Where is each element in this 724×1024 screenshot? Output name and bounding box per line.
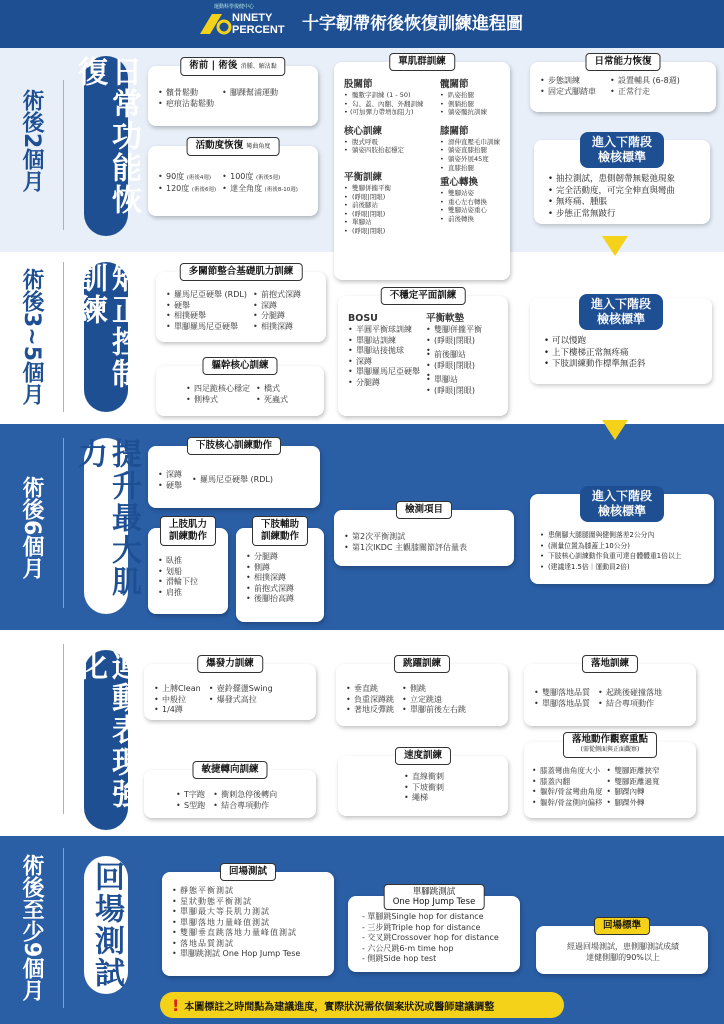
list-item: • 單腳跳測試 One Hop Jump Tese <box>172 949 326 960</box>
list-item: • 橋式 <box>256 384 288 395</box>
gate-title-line: 進入下階段 <box>590 297 652 311</box>
card-title: 單肌群訓練 <box>389 53 455 71</box>
list-item: • 半圓平衡球訓練 <box>348 325 420 336</box>
title-line: 訓練動作 <box>168 531 208 542</box>
card-jump <box>336 658 508 726</box>
item-note: (術後8-10週) <box>264 186 298 193</box>
list-item: • 抽拉測試，患側韌帶無鬆弛現象 <box>548 174 700 186</box>
card-title: 軀幹核心訓練 <box>202 357 277 375</box>
card-agility <box>144 764 316 818</box>
footer-note <box>160 992 564 1018</box>
section-head: BOSU <box>348 313 378 324</box>
item-text: 100度 <box>230 172 254 181</box>
gate-criteria-3 <box>530 489 714 584</box>
list-item: • 前抱式深蹲 <box>246 584 316 595</box>
list-item: • 直線衝刺 <box>404 772 500 783</box>
card-lower-accessory <box>236 519 324 622</box>
list-item: • 負重深蹲跳 <box>346 695 394 706</box>
list-item: • 四足跪核心穩定 <box>186 384 250 395</box>
list-item: • 分腿蹲 <box>246 552 316 563</box>
list-item: • (睜眼|閉眼) <box>344 227 436 236</box>
list-item: • 死蟲式 <box>256 395 288 406</box>
list-item: • 單腳站接拋球 <box>348 346 420 357</box>
list-item: • 患側腳大腿腿圍與健側落差2公分內 <box>540 530 708 541</box>
list-item: - 側跳Side hop test <box>362 954 437 963</box>
title-part: 術後 <box>218 60 238 71</box>
list-item: • 划船 <box>158 567 220 578</box>
section-head: 股關節 <box>344 79 373 90</box>
list-item: • 側躺抬腿 <box>440 100 500 109</box>
list-item: • 臥推 <box>158 556 220 567</box>
card-title: 回場測試 <box>220 863 276 881</box>
list-item: • 直膝抬腿 <box>440 164 500 173</box>
list-item: • T字跑 <box>176 790 205 801</box>
list-item: • 硬舉 <box>166 301 247 312</box>
list-item: • 趴姿抬腿 <box>440 91 500 100</box>
title-line: 訓練動作 <box>260 531 300 542</box>
page-title: 十字韌帶術後恢復訓練進程圖 <box>302 14 523 34</box>
card-range-of-motion <box>148 140 318 216</box>
card-title: 下肢核心訓練動作 <box>187 437 281 455</box>
brand-name <box>232 12 285 36</box>
list-item: • 完全活動度，可完全伸直與彎曲 <box>548 186 700 198</box>
phase-title: 日常功能恢復 <box>84 56 128 236</box>
card-title: 檢測項目 <box>396 501 452 519</box>
list-item: • 靜態平衡測試 <box>172 886 326 897</box>
item-text: 達全角度 <box>230 183 263 193</box>
time-label <box>14 630 48 830</box>
list-item: • 腹式呼吸 <box>344 138 436 147</box>
list-item: • 躺姿四肢抬起穩定 <box>344 146 436 155</box>
title-sub: (需從側面與正面觀察) <box>580 746 640 753</box>
list-item: - 單腳跳Single hop for distance <box>362 912 484 921</box>
list-item: • 雙腳併攏平衡 <box>344 184 436 193</box>
gate-title <box>579 294 663 330</box>
list-item: • 軀幹/骨盆彎曲角度 <box>532 787 603 798</box>
list-item: • 躺姿直膝抬腿 <box>440 146 500 155</box>
timeline-line <box>63 262 64 412</box>
list-item: • 第1次IKDC 主觀膝關節評估量表 <box>344 543 506 554</box>
list-item: • 單腳羅馬尼亞硬舉 <box>166 322 247 333</box>
time-label: 術後6個月 <box>19 476 44 580</box>
section-head: 髖關節 <box>440 79 469 90</box>
list-item: • 爆發式高拉 <box>209 695 273 706</box>
list-item: • 1/4蹲 <box>154 705 201 716</box>
card-title: 速度訓練 <box>395 747 451 765</box>
phase-title: 矯正控制訓練 <box>84 262 128 412</box>
card-title <box>187 137 280 156</box>
section-head: 平衡軟墊 <box>426 313 465 324</box>
list-item: • 相撲硬舉 <box>166 311 247 322</box>
card-title: 落地訓練 <box>582 655 638 673</box>
item-text: 90度 <box>166 172 185 181</box>
list-item: • (睜眼|閉眼) <box>426 336 482 347</box>
list-item: • 立定跳遠 <box>402 695 466 706</box>
list-item: • 膝蓋彎曲角度大小 <box>532 766 603 777</box>
list-item: • 下肢訓練動作標準無歪斜 <box>544 359 702 371</box>
card-return-tests <box>162 866 334 976</box>
card-title: 術前 | 術後 消腫、解沾黏 <box>180 57 285 76</box>
title-line: One Hop Jump Tese <box>392 897 476 907</box>
time-label: 術後3~5個月 <box>19 268 44 406</box>
list-item: • 滑伸直壓毛巾訓練 <box>440 138 500 147</box>
gate-title <box>580 132 664 168</box>
list-item: • 髖數字訓練 (1 - 50) <box>344 91 436 100</box>
list-item: • (建議達1.5倍｜運動員2倍) <box>540 562 708 573</box>
card-title: 跳躍訓練 <box>394 655 450 673</box>
list-item: • 雙腳落地品質 <box>534 688 590 699</box>
list-item: • 側跳 <box>402 684 466 695</box>
item-note: (術後6週) <box>191 186 217 193</box>
card-title: 多關節整合基礎肌力訓練 <box>180 263 303 281</box>
title-part: 術前 <box>189 60 209 71</box>
list-item: • 硬舉 <box>158 481 182 492</box>
phase-title: 提升最大肌力 <box>84 438 128 614</box>
gate-criteria-2 <box>530 298 712 384</box>
list-item: • 疤痕沾黏鬆動 <box>158 99 214 110</box>
list-item: • 可以慢跑 <box>544 336 702 348</box>
list-item: • 正常行走 <box>610 87 680 98</box>
list-item: • 繩梯 <box>404 793 500 804</box>
list-item <box>158 172 216 184</box>
card-title: 不穩定平面訓練 <box>381 287 466 305</box>
phase-title: 回場測試 <box>84 856 128 994</box>
list-item: • 前抱式深蹲 <box>253 290 301 301</box>
card-title <box>384 884 485 910</box>
list-item: • 雙腳距離狹窄 <box>607 766 660 777</box>
timeline-line <box>63 644 64 814</box>
list-item: • 單腳羅馬尼亞硬舉 <box>348 367 420 378</box>
title-line: 上肢肌力 <box>168 519 208 530</box>
list-item: • 固定式腳踏車 <box>540 87 596 98</box>
card-landing-observation <box>524 734 696 818</box>
section-head: 膝關節 <box>440 125 469 137</box>
item-text: 120度 <box>166 183 190 193</box>
section-head: 核心訓練 <box>344 125 383 137</box>
list-item: • 單腳站訓練 <box>348 336 420 347</box>
item-note: (術後4週) <box>186 175 212 181</box>
gate-title-line: 檢核標準 <box>596 312 646 326</box>
gate-title <box>580 486 664 522</box>
card-hop-test <box>348 887 520 972</box>
list-item: • (測量位置為膝蓋上10公分) <box>540 541 708 552</box>
list-item: • 腳踝外轉 <box>607 798 660 809</box>
time-label: 術後2個月 <box>19 89 44 193</box>
card-title: 回場標準 <box>594 917 650 935</box>
list-item: • 深蹲 <box>158 470 182 481</box>
list-item <box>222 184 298 196</box>
brand-name-line1: NINETY <box>232 12 273 24</box>
list-item: • 單腳落地力量峰值測試 <box>172 918 326 929</box>
list-item: • 步態正常無跛行 <box>548 209 700 221</box>
list-item: • (睜眼|閉眼) <box>344 210 436 219</box>
list-item: • 落地品質測試 <box>172 939 326 950</box>
list-item: • 設置輔具 (6-8週) <box>610 76 680 87</box>
list-item: • 結合專項動作 <box>598 699 662 710</box>
arrow-down-icon <box>602 420 628 440</box>
list-item: • 後腳抬高蹲 <box>246 594 316 605</box>
footer-text: 本圖標註之時間點為建議進度，實際狀況需依個案狀況或醫師建議調整 <box>184 1001 495 1013</box>
list-item: - 交叉跳Crossover hop for distance <box>362 933 499 942</box>
timeline-line <box>63 848 64 1008</box>
item-note: (術後5週) <box>255 175 281 181</box>
list-item: • 前後轉換 <box>440 215 500 224</box>
list-item: • 雙腳併攏平衡 <box>426 325 482 336</box>
title-sub: 彎曲角度 <box>246 143 271 150</box>
card-tests <box>334 504 514 566</box>
list-item: • 相撲深蹲 <box>246 573 316 584</box>
list-item: • 分腿蹲 <box>348 378 420 389</box>
list-item: • 深蹲 <box>348 357 420 368</box>
list-item: • 前後腳站 <box>426 350 482 361</box>
section-head: 平衡訓練 <box>344 171 383 183</box>
standard-text: 經過回場測試，患側腳測試成績 <box>567 942 679 951</box>
list-item: • 相撲深蹲 <box>253 322 301 333</box>
title-sub: 消腫、解沾黏 <box>240 63 277 70</box>
list-item: • S型跑 <box>176 801 205 812</box>
title-line: 落地動作觀察重點 <box>571 734 649 745</box>
card-power <box>144 658 316 720</box>
list-item: • 滑輪下拉 <box>158 577 220 588</box>
gate-title-line: 進入下階段 <box>591 135 653 149</box>
card-title <box>160 516 216 546</box>
card-unstable-surface <box>338 290 508 416</box>
card-title: 爆發力訓練 <box>197 655 263 673</box>
time-label: 術後至少9個月 <box>19 854 44 1002</box>
list-item: • 勾、蓋、內翻、外翻訓練 <box>344 100 436 109</box>
card-core <box>156 360 324 416</box>
card-multi-joint <box>156 266 326 342</box>
gate-title-line: 檢核標準 <box>597 504 647 518</box>
list-item: • 雙腳站姿 <box>440 189 500 198</box>
card-single-muscle <box>334 56 510 280</box>
brand-logo-icon <box>198 12 234 36</box>
list-item: • 肩推 <box>158 588 220 599</box>
card-daily-ability <box>530 56 716 112</box>
card-title: 日常能力恢復 <box>585 53 660 71</box>
arrow-down-icon <box>602 236 628 256</box>
timeline-line <box>63 438 64 608</box>
list-item: • 上膊Clean <box>154 684 201 695</box>
title-line: 下肢輔助 <box>260 519 300 530</box>
list-item: • 膝蓋內翻 <box>532 777 603 788</box>
card-speed <box>338 750 508 816</box>
list-item: • 深蹲 <box>253 301 301 312</box>
card-return-standard <box>536 920 708 974</box>
list-item: • 前後腳站 <box>344 201 436 210</box>
list-item: • 重心左右轉換 <box>440 198 500 207</box>
list-item: • 躺姿外展45度 <box>440 155 500 164</box>
warning-icon: ! <box>172 995 180 1015</box>
list-item: • 著地反彈跳 <box>346 705 394 716</box>
list-item: • (睜眼|閉眼) <box>426 361 482 372</box>
list-item: • 步態訓練 <box>540 76 596 87</box>
list-item: • (可加彈力帶增加阻力) <box>344 108 436 117</box>
list-item: • 雙腳站姿重心 <box>440 206 500 215</box>
card-upper-strength <box>148 519 228 614</box>
list-item: • 單腳落地品質 <box>534 699 590 710</box>
list-item: • 分腿蹲 <box>253 311 301 322</box>
list-item: - 六公尺跳6-m time hop <box>362 943 454 953</box>
list-item: • 側棒式 <box>186 395 250 406</box>
list-item: • 衝刺急停後轉向 <box>213 790 277 801</box>
list-item <box>158 184 216 196</box>
list-item: • 雙腳距離過寬 <box>607 777 660 788</box>
gate-title-line: 檢核標準 <box>597 150 647 164</box>
card-lower-core <box>148 440 320 508</box>
timeline-line <box>63 80 64 230</box>
list-item: • 上下樓梯正常無疼痛 <box>544 348 702 360</box>
list-item: • 垂直跳 <box>346 684 394 695</box>
list-item: • 雙腳垂直跳落地力量峰值測試 <box>172 928 326 939</box>
list-item: • 起跳後碰撞落地 <box>598 688 662 699</box>
list-item: - 三步跳Triple hop for distance <box>362 922 481 932</box>
brand-tagline: 運動科學復健中心 <box>214 4 255 10</box>
list-item: • 壺鈴擺盪Swing <box>209 684 273 695</box>
brand-name-line2: PERCENT <box>232 24 285 36</box>
list-item: • 側蹲 <box>246 563 316 574</box>
list-item: • 單腳站 <box>426 375 482 386</box>
list-item: • 單腳最大等長肌力測試 <box>172 907 326 918</box>
list-item: • 羅馬尼亞硬舉 (RDL) <box>192 475 273 486</box>
title-line: 單腳跳測試 <box>412 887 456 897</box>
list-item: • 第2次平衡測試 <box>344 532 506 543</box>
list-item: • 躺姿髖抗訓練 <box>440 108 500 117</box>
gate-title-line: 進入下階段 <box>591 489 653 503</box>
title-part: 活動度恢復 <box>195 140 244 151</box>
card-landing <box>524 658 696 726</box>
list-item: • 腳踝內轉 <box>607 787 660 798</box>
card-title <box>563 732 657 758</box>
card-preop-postop <box>148 60 318 126</box>
list-item: • 羅馬尼亞硬舉 (RDL) <box>166 290 247 301</box>
list-item: • (睜眼|閉眼) <box>344 193 436 202</box>
list-item: • 無疼痛、腫脹 <box>548 197 700 209</box>
list-item: • 髕骨鬆動 <box>158 88 214 99</box>
card-title <box>252 516 308 546</box>
list-item: • (睜眼|閉眼) <box>426 386 482 397</box>
card-title: 敏捷轉向訓練 <box>192 761 267 779</box>
list-item: • 結合專項動作 <box>213 801 277 812</box>
gate-criteria-1 <box>534 135 710 224</box>
list-item: • 下坡衝刺 <box>404 783 500 794</box>
section-head: 重心轉換 <box>440 177 479 189</box>
standard-text: 達健側腳的90%以上 <box>586 952 660 962</box>
list-item: • 中般拉 <box>154 695 201 706</box>
list-item: • 星狀動態平衡測試 <box>172 897 326 908</box>
list-item <box>222 172 298 184</box>
list-item: • 下肢核心訓練動作負重可達自體體重1倍以上 <box>540 551 708 562</box>
phase-title: 運動表現強化 <box>84 650 128 830</box>
list-item: • 腳踝幫浦運動 <box>222 88 278 99</box>
list-item: • 單腳站 <box>344 218 436 227</box>
list-item: • 軀幹/骨盆側向偏移 <box>532 798 603 809</box>
list-item: • 單腳前後左右跳 <box>402 705 466 716</box>
